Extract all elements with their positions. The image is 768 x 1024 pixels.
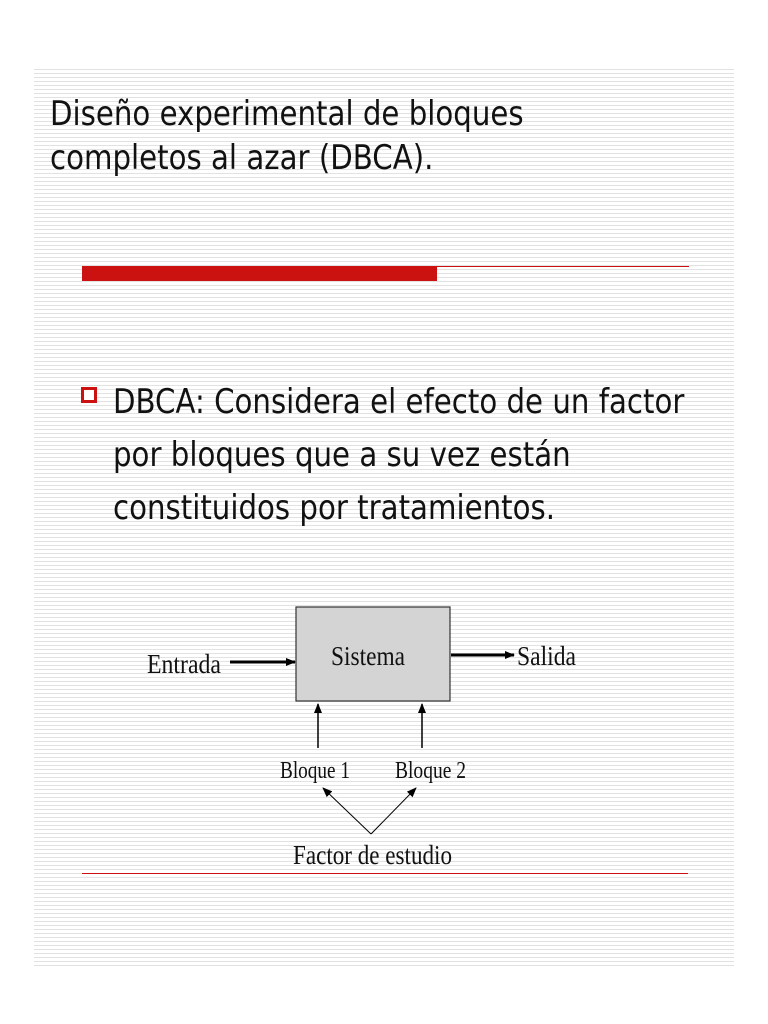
bullet-line-1: DBCA: Considera el efecto de un factor: [113, 382, 685, 422]
block2-label: Bloque 2: [395, 758, 466, 784]
output-label: Salida: [517, 641, 577, 671]
footer-divider: [82, 873, 688, 874]
factor-to-block1-arrow: [323, 788, 371, 834]
bullet-line-3: constituidos por tratamientos.: [113, 488, 555, 528]
title-line-1: Diseño experimental de bloques: [50, 94, 524, 134]
block1-label: Bloque 1: [280, 758, 350, 784]
factor-to-block2-arrow: [371, 788, 416, 834]
factor-label: Factor de estudio: [293, 840, 452, 870]
system-label: Sistema: [331, 641, 406, 671]
bullet-line-2: por bloques que a su vez están: [113, 435, 571, 475]
title-line-2: completos al azar (DBCA).: [50, 138, 434, 178]
input-label: Entrada: [147, 649, 222, 679]
